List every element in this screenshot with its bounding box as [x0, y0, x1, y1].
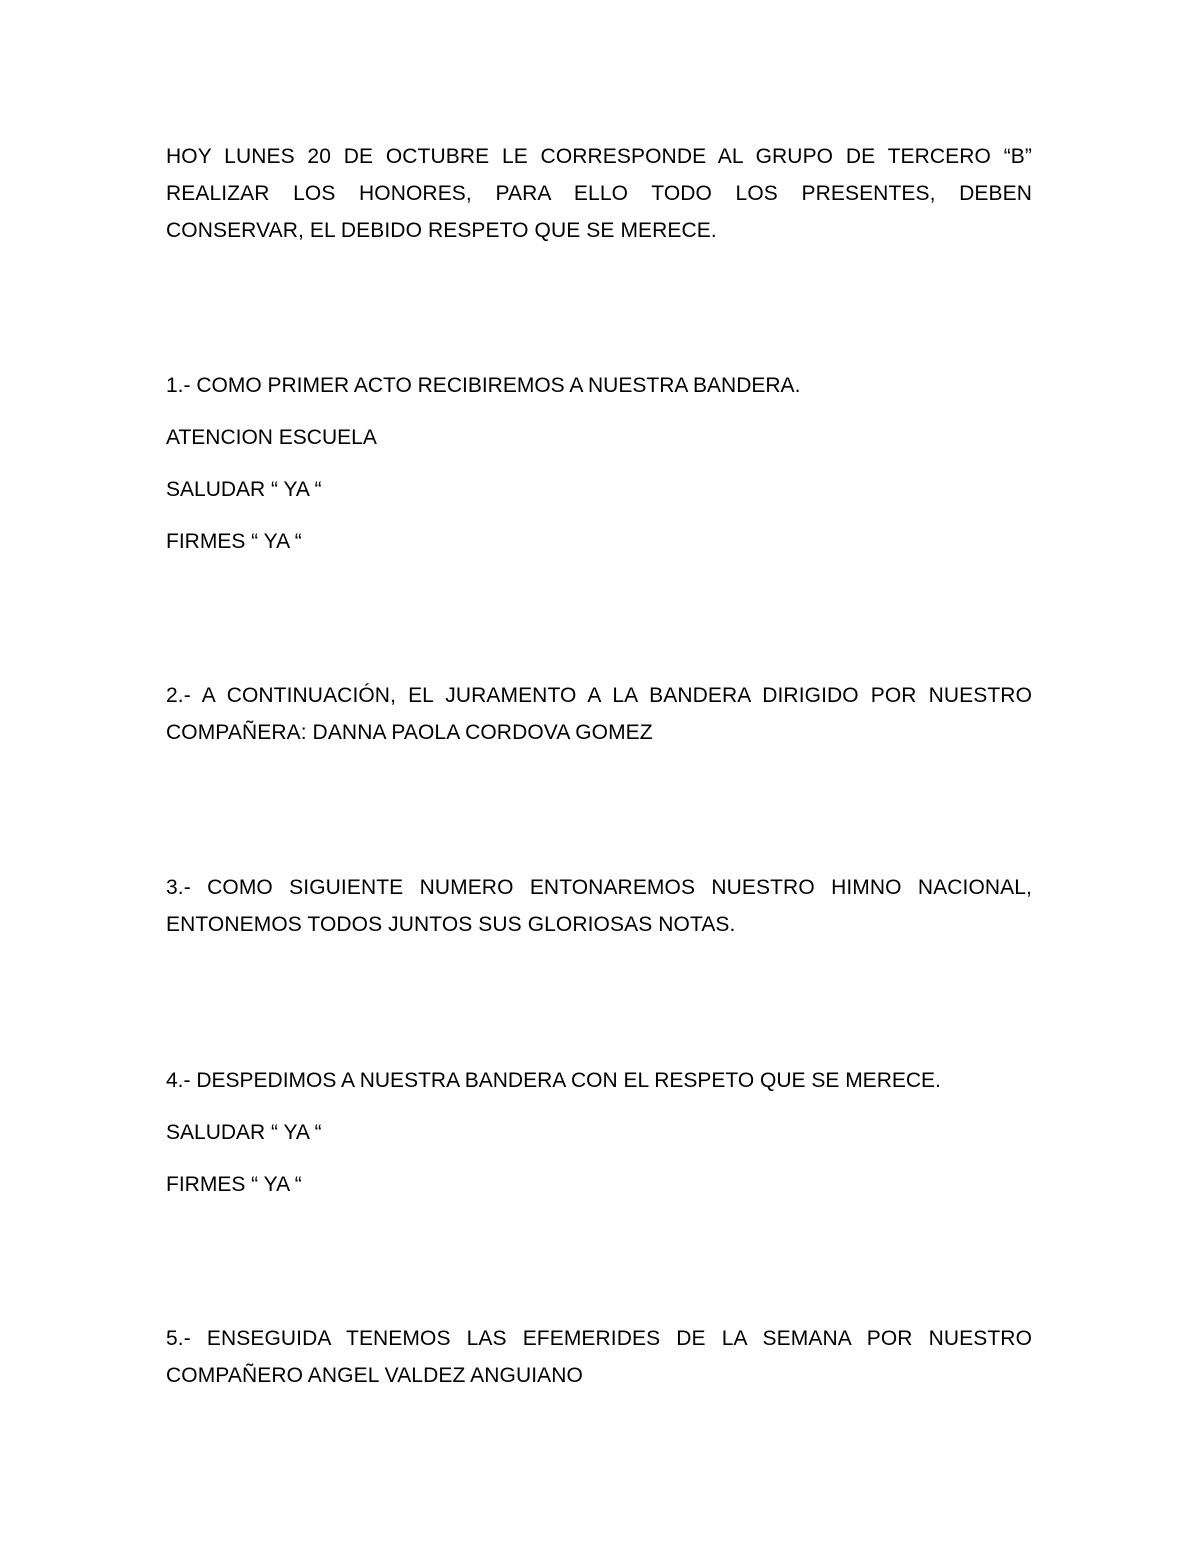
section-4-heading: 4.- DESPEDIMOS A NUESTRA BANDERA CON EL RESPETO QUE SE MERECE. [166, 1069, 941, 1092]
section-3-paragraph: 3.- COMO SIGUIENTE NUMERO ENTONAREMOS NUESTRO HIMNO NACIONAL, ENTONEMOS TODOS JUNTOS SUS GLORIOSAS NOTAS. [166, 876, 1032, 936]
intro-paragraph: HOY LUNES 20 DE OCTUBRE LE CORRESPONDE AL GRUPO DE TERCERO “B” REALIZAR LOS HONORES, PARA ELLO TODO LOS PRESENTES, DEBEN CONSERVAR, EL DEBIDO RESPETO QUE SE MERECE. [166, 145, 1032, 242]
section-1-heading: 1.- COMO PRIMER ACTO RECIBIREMOS A NUESTRA BANDERA. [166, 374, 801, 397]
section-4-command-salute: SALUDAR “ YA “ [166, 1121, 322, 1144]
section-5-paragraph: 5.- ENSEGUIDA TENEMOS LAS EFEMERIDES DE LA SEMANA POR NUESTRO COMPAÑERO ANGEL VALDEZ ANGUIANO [166, 1327, 1032, 1387]
section-4-command-firm: FIRMES “ YA “ [166, 1173, 302, 1196]
section-1-command-firm: FIRMES “ YA “ [166, 530, 302, 553]
section-1-command-salute: SALUDAR “ YA “ [166, 478, 322, 501]
section-1-command-attention: ATENCION ESCUELA [166, 426, 377, 449]
section-2-paragraph: 2.- A CONTINUACIÓN, EL JURAMENTO A LA BANDERA DIRIGIDO POR NUESTRO COMPAÑERA: DANNA PAOLA CORDOVA GOMEZ [166, 684, 1032, 744]
